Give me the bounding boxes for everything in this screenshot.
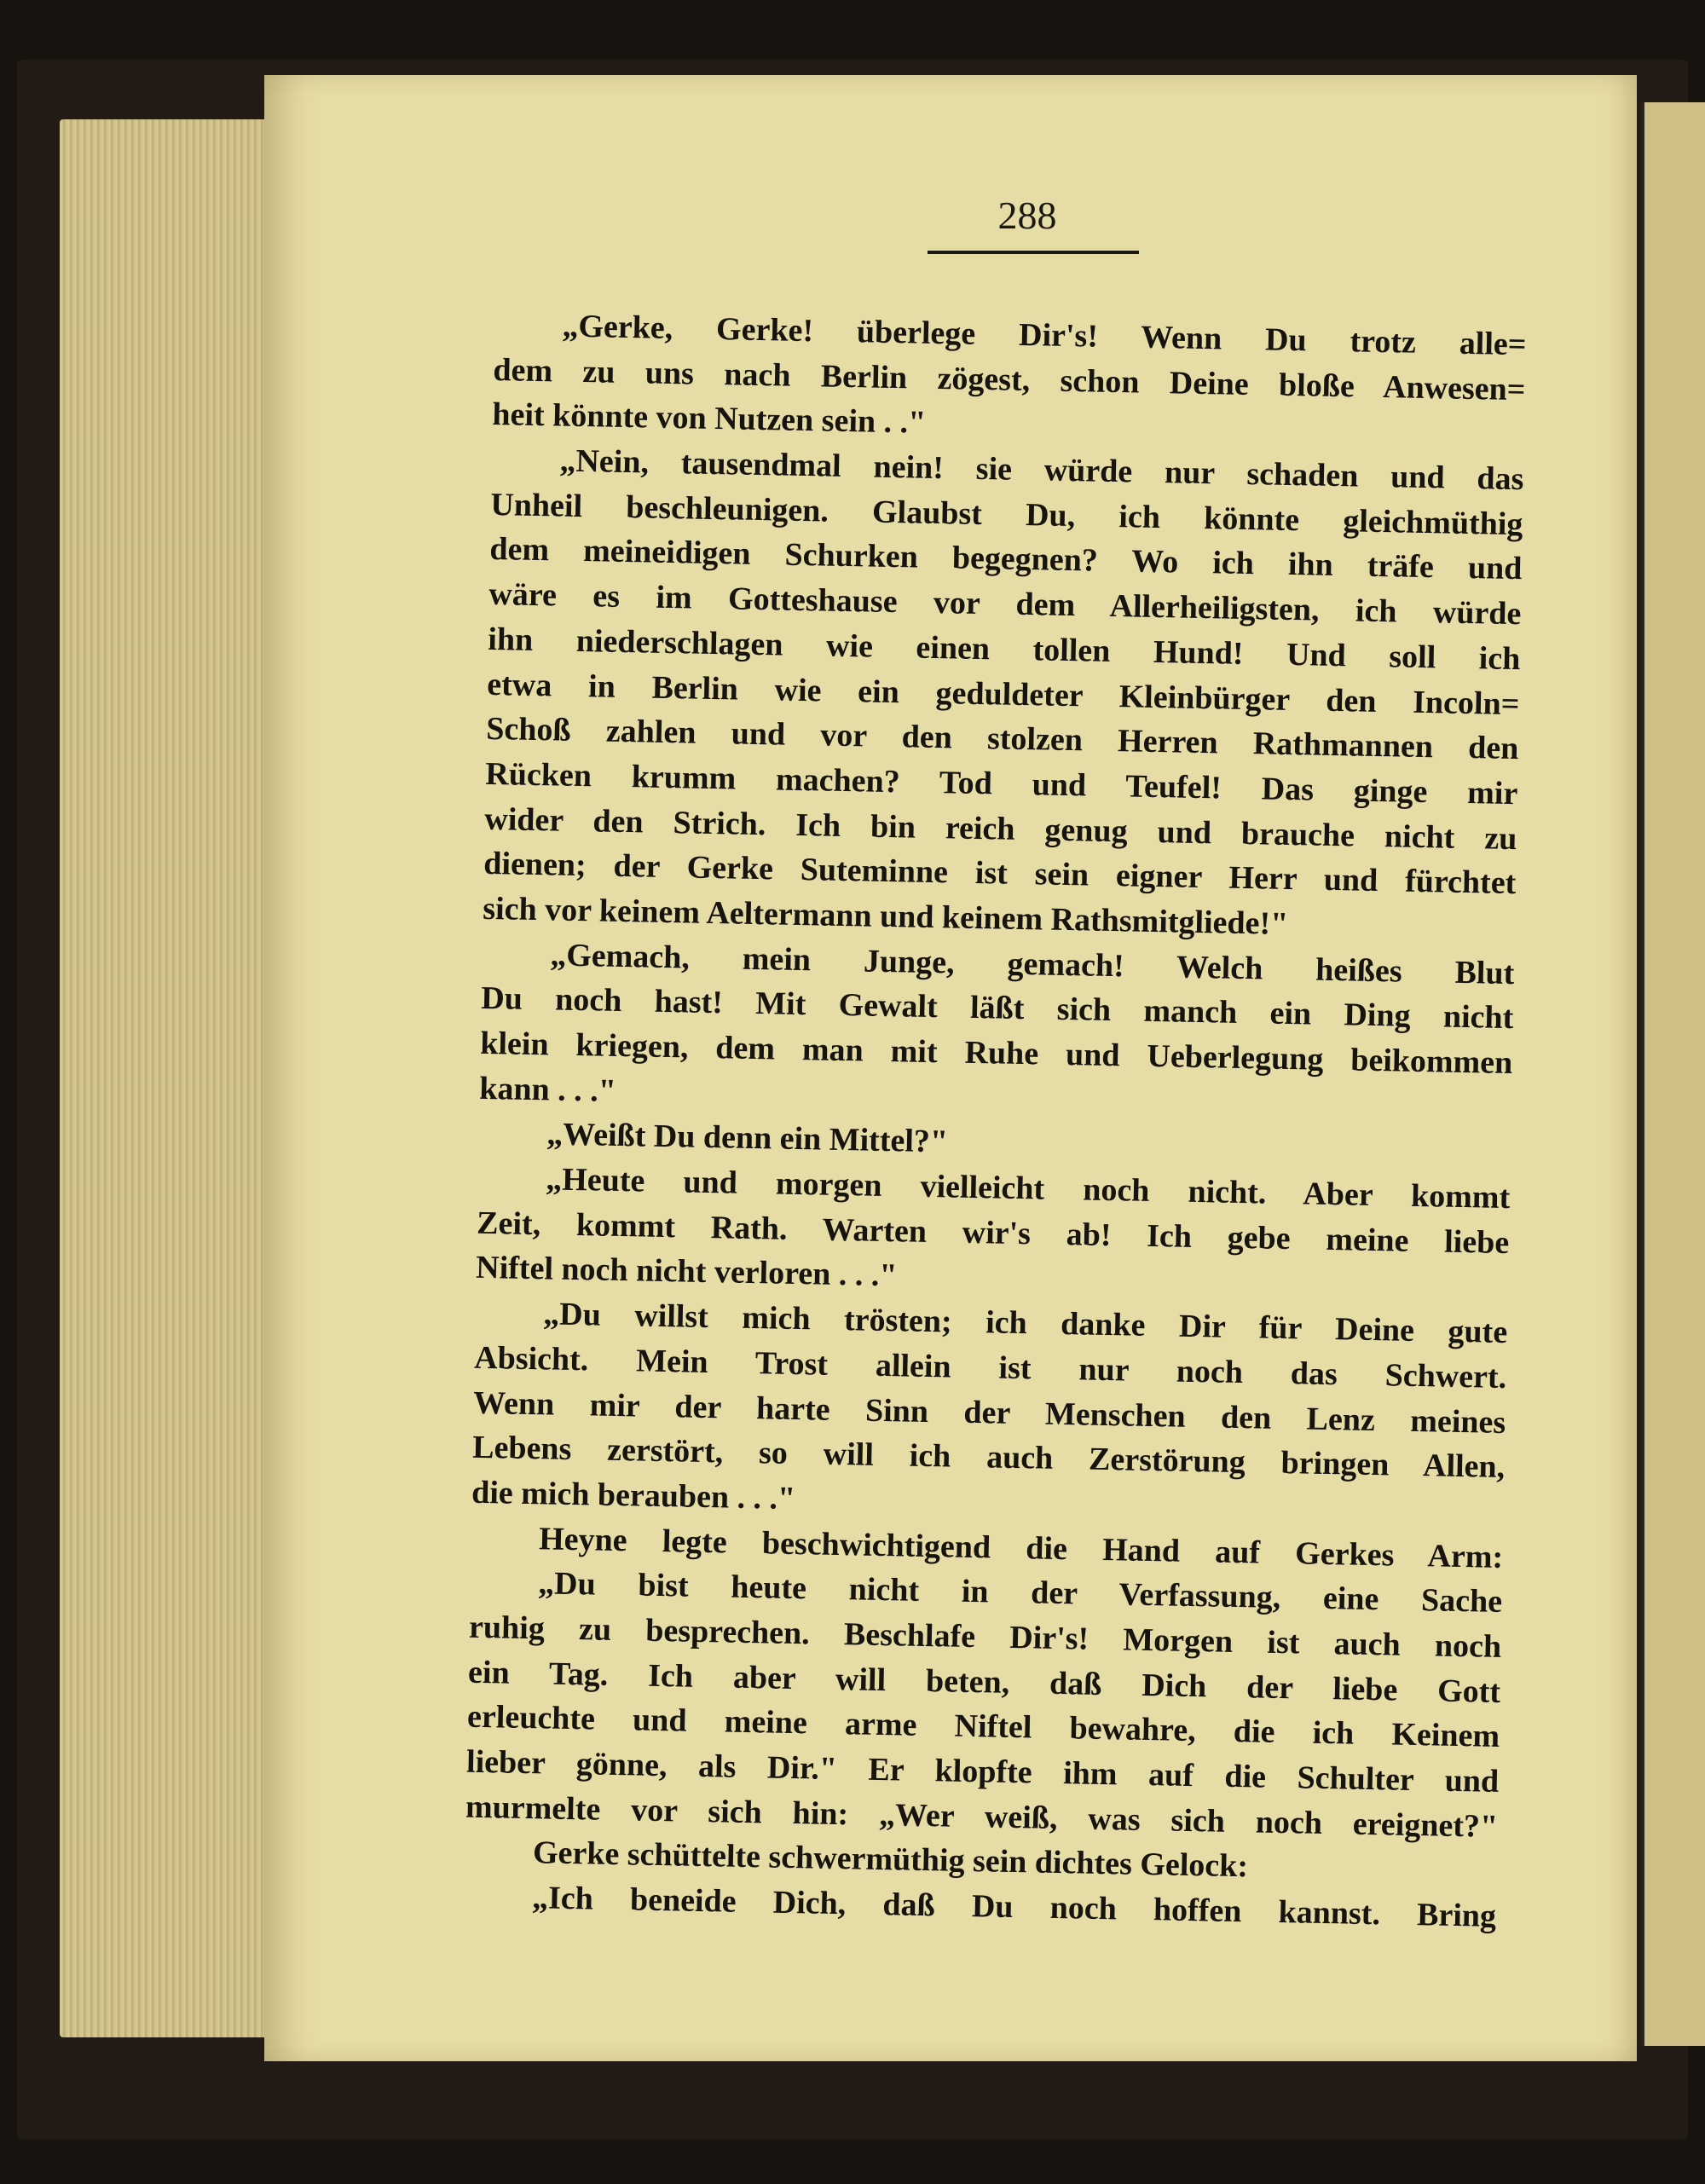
- text-line-content: ein Tag. Ich aber will beten, daß Dich der liebe Gott: [467, 1654, 1501, 1710]
- text-line-content: klein kriegen, dem man mit Ruhe und Ueberlegung beikommen: [479, 1025, 1513, 1082]
- text-line-content: dem meineidigen Schurken begegnen? Wo ich ihn träfe und: [489, 531, 1523, 587]
- text-line-content: Schoß zahlen und vor den stolzen Herren Rathmannen den: [485, 711, 1519, 767]
- header-rule: [928, 251, 1139, 254]
- text-line-content: „Ich beneide Dich, daß Du noch hoffen kannst. Bring: [531, 1880, 1497, 1934]
- text-line-content: wäre es im Gotteshause vor dem Allerheiligsten, ich würde: [488, 576, 1522, 633]
- text-line-content: Du noch hast! Mit Gewalt läßt sich manch ein Ding nicht: [480, 980, 1514, 1037]
- text-line-content: Heyne legte beschwichtigend die Hand auf Gerkes Arm:: [538, 1520, 1504, 1575]
- next-page-edge: [1641, 102, 1705, 2046]
- text-line-content: dem zu uns nach Berlin zögest, schon Deine bloße Anwesen=: [493, 351, 1526, 407]
- text-line-content: dienen; der Gerke Suteminne ist sein eigner Herr und fürchtet: [483, 846, 1517, 902]
- text-line-content: die mich berauben . . .": [471, 1474, 796, 1517]
- text-line-content: „Weißt Du denn ein Mittel?": [546, 1116, 949, 1160]
- text-line-content: Niftel noch nicht verloren . . .": [475, 1250, 898, 1294]
- text-line-content: Wenn mir der harte Sinn der Menschen den Lenz meines: [472, 1384, 1506, 1441]
- text-line-content: Lebens zerstört, so will ich auch Zerstörung bringen Allen,: [471, 1429, 1506, 1486]
- text-line-content: Unheil beschleunigen. Glaubst Du, ich könnte gleichmüthig: [490, 486, 1523, 542]
- body-text: [464, 303, 1528, 1939]
- text-line-content: Rücken krumm machen? Tod und Teufel! Das ginge mir: [484, 755, 1518, 812]
- text-line-content: „Heute und morgen vielleicht noch nicht. Aber kommt: [545, 1161, 1511, 1216]
- text-line-content: kann . . .": [478, 1070, 617, 1109]
- text-line-content: Absicht. Mein Trost allein ist nur noch das Schwert.: [473, 1339, 1507, 1395]
- text-line-content: „Du willst mich trösten; ich danke Dir für Deine gute: [542, 1296, 1508, 1351]
- text-line-content: etwa in Berlin wie ein geduldeter Kleinbürger den Incoln=: [487, 666, 1520, 722]
- text-line-content: ihn niederschlagen wie einen tollen Hund! Und soll ich: [488, 621, 1521, 677]
- text-line-content: erleuchte und meine arme Niftel bewahre, die ich Keinem: [466, 1699, 1500, 1755]
- text-line-content: „Nein, tausendmal nein! sie würde nur schaden und das: [559, 442, 1524, 498]
- text-line-content: „Gemach, mein Junge, gemach! Welch heißes Blut: [549, 937, 1515, 991]
- text-line-content: lieber gönne, als Dir." Er klopfte ihm auf die Schulter und: [465, 1743, 1500, 1800]
- page-edges: [60, 119, 290, 2037]
- text-line-content: heit könnte von Nutzen sein . .": [492, 396, 927, 442]
- text-line-content: murmelte vor sich hin: „Wer weiß, was sich noch ereignet?": [465, 1788, 1499, 1845]
- text-line-content: ruhig zu besprechen. Beschlafe Dir's! Morgen ist auch noch: [468, 1609, 1502, 1665]
- text-line-content: „Du bist heute nicht in der Verfassung, eine Sache: [537, 1565, 1503, 1621]
- text-line-content: sich vor keinem Aeltermann und keinem Rathsmitgliede!": [482, 890, 1289, 942]
- page-number: 288: [997, 194, 1057, 237]
- text-line-content: wider den Strich. Ich bin reich genug und brauche nicht zu: [483, 800, 1517, 857]
- text-line-content: Zeit, kommt Rath. Warten wir's ab! Ich gebe meine liebe: [476, 1205, 1510, 1261]
- text-line-content: „Gerke, Gerke! überlege Dir's! Wenn Du trotz alle=: [562, 308, 1527, 363]
- text-line-content: Gerke schüttelte schwermüthig sein dichtes Gelock:: [532, 1834, 1249, 1885]
